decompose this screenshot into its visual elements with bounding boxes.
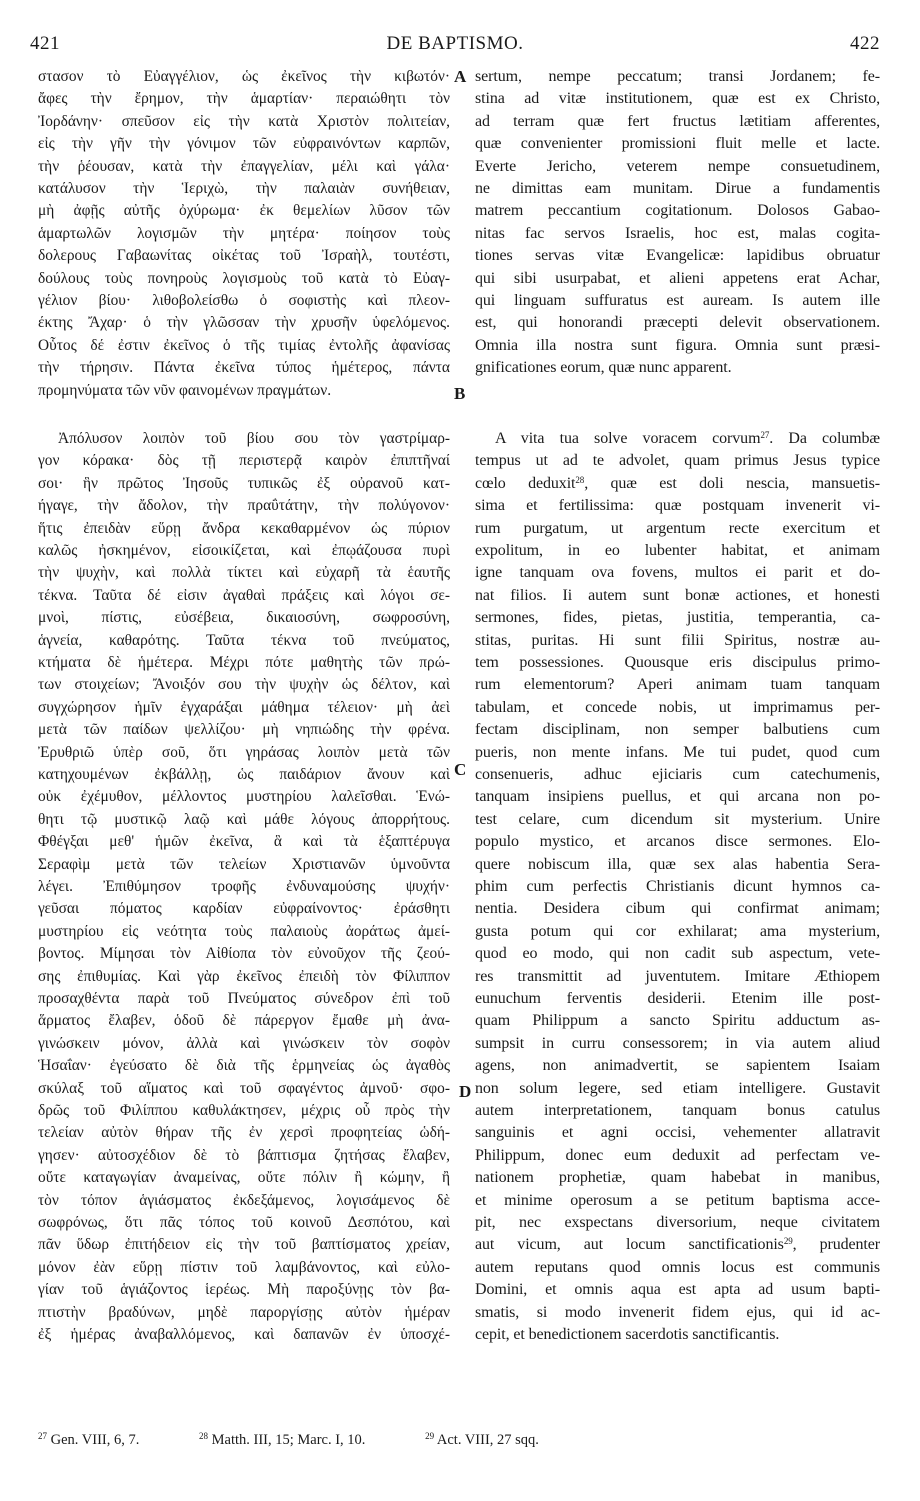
text-line: tiones servas vitæ Evangelicæ: lapidibus obruatur bbox=[475, 247, 880, 265]
text-line bbox=[475, 428, 880, 450]
text-line: ἄφες τὴν ἔρημον, τὴν ἁμαρτίαν· περαιώθητι τὸν bbox=[38, 90, 450, 108]
text-line: τὸν τόπον ἁγιάσματος ἐκδεξάμενος, λογισάμενος δὲ bbox=[38, 1191, 450, 1209]
text-line: quere nobiscum illa, quæ sex alas habentia Sera- bbox=[475, 855, 880, 873]
text-line: igne tanquam ova fovens, multos ei parit et do- bbox=[475, 564, 880, 582]
text-line: μόνον ἐὰν εὕρῃ πίστιν τοῦ λαμβάνοντος, καὶ εὐλο- bbox=[38, 1258, 450, 1276]
text-line: tanquam insipiens puellus, et qui arcana non po- bbox=[475, 788, 880, 806]
text-run: . Da columbæ bbox=[769, 430, 880, 447]
footnote: $^{27}$ Gen. VIII, 6, 7. bbox=[38, 1431, 140, 1448]
text-line: quæ convenienter promissioni fluit melle et lacte. bbox=[475, 135, 880, 153]
text-line: non solum legere, sed etiam intelligere. Gustavit bbox=[475, 1079, 880, 1097]
text-line: συγχώρησον ἡμῖν ἐγχαράξαι μάθημα τέλειον· μὴ ἀεὶ bbox=[38, 698, 450, 716]
text-line: μνοὶ, πίστις, εὐσέβεια, δικαιοσύνη, σωφροσύνη, bbox=[38, 609, 450, 627]
text-line: Everte Jericho, veterem nempe consuetudinem, bbox=[475, 157, 880, 175]
text-line: phim cum perfectis Christianis dicunt hymnos ca- bbox=[475, 878, 880, 895]
footnotes bbox=[38, 1432, 880, 1449]
text-line: κατηχουμένων ἐκβάλλῃ, ὡς παιδάριον ἄνουν καὶ bbox=[38, 766, 450, 783]
text-line: autem interpretationem, tanquam bonus catulus bbox=[475, 1102, 880, 1119]
text-line: Ἐρυθριῶ ὑπὲρ σοῦ, ὅτι γηράσας λοιπὸν μετὰ τῶν bbox=[38, 743, 450, 761]
section-marker-c: C bbox=[454, 760, 467, 779]
text-line: τὴν τήρησιν. Πάντα ἐκεῖνα τύπος ἡμέτερος, πάντα bbox=[38, 359, 450, 377]
text-line: μὴ ἀφῇς αὐτῆς ὀχύρωμα· ἐκ θεμελίων λῦσον τῶν bbox=[38, 202, 450, 220]
text-line: Ἀπόλυσον λοιπὸν τοῦ βίου σου τὸν γαστρίμαρ- bbox=[58, 430, 450, 447]
text-line: των στοιχείων; Ἄνοιξόν σου τὴν ψυχὴν ὡς δέλτον, καὶ bbox=[38, 676, 450, 694]
text-line: σης ἐπιθυμίας. Καὶ γὰρ ἐκεῖνος ἐπειδὴ τὸν Φίλιππον bbox=[38, 967, 450, 985]
text-line: pit, nec exspectans diversorium, neque civitatem bbox=[475, 1214, 880, 1231]
text-line: qui sibi usurpabat, et alieni appetens erat Achar, bbox=[475, 269, 880, 287]
text-line: autem reputans quod omnis locus est communis bbox=[475, 1258, 880, 1276]
text-line: έκτης Ἄχαρ· ὁ τὴν γλῶσσαν τὴν χρυσῆν ὑφελόμενος. bbox=[38, 314, 450, 332]
text-line: μετὰ τῶν παίδων ψελλίζου· μὴ νηπιώδης τὴν φρένα. bbox=[38, 721, 450, 739]
text-line: sermones, fides, pietas, justitia, temperantia, ca- bbox=[475, 609, 880, 627]
text-line: Ἰορδάνην· σπεῦσον εἰς τὴν κατὰ Χριστὸν πολιτείαν, bbox=[38, 112, 450, 130]
footnote-ref: 27 bbox=[760, 430, 770, 440]
section-marker-a: A bbox=[454, 67, 467, 86]
text-line: ἁγνεία, καθαρότης. Ταῦτα τέκνα τοῦ πνεύματος, bbox=[38, 631, 450, 649]
text-run: , prudenter bbox=[792, 1236, 880, 1254]
section-marker-b: B bbox=[454, 384, 466, 403]
text-line: ἁμαρτωλῶν λογισμῶν τὴν μητέρα· ποίησον τοὺς bbox=[38, 224, 450, 242]
latin-column bbox=[475, 66, 880, 1426]
text-line: stina ad vitæ institutionem, quæ est ex Christo, bbox=[475, 90, 880, 108]
text-line: γίαν τοῦ ἁγιάζοντος ἱερέως. Μὴ παροξύνῃς τὸν βα- bbox=[38, 1281, 450, 1299]
text-line: rum purgatum, ut argentum recte exercitum et bbox=[475, 519, 880, 537]
text-line: γεῦσαι πόματος καρδίαν εὐφραίνοντος· ἐράσθητι bbox=[38, 900, 450, 918]
text-line: στασον τὸ Εὐαγγέλιον, ὡς ἐκεῖνος τὴν κιβωτόν· bbox=[38, 68, 450, 85]
text-line: eunuchum ferventis desiderii. Etenim ille post- bbox=[475, 990, 880, 1007]
text-line: δούλους τοὺς πονηροὺς λογισμοὺς τοῦ κατὰ τὸ Εὐαγ- bbox=[38, 269, 450, 287]
text-line: γον κόρακα· δὸς τῇ περιστερᾷ καιρὸν ἐπιπτῆναί bbox=[38, 452, 450, 470]
running-header bbox=[30, 33, 880, 57]
text-line: nationem prophetiæ, quam habebat in manibus, bbox=[475, 1169, 880, 1187]
text-line: agens, non animadvertit, se sapientem Isaiam bbox=[475, 1057, 880, 1075]
text-line: Domini, et omnis aqua est apta ad usum bapti- bbox=[475, 1281, 880, 1299]
text-line: τελείαν αὐτὸν θήραν τῆς ἐν χερσὶ προφητείας ὡδή- bbox=[38, 1124, 450, 1142]
greek-column bbox=[38, 66, 450, 1426]
footnote: $^{28}$ Matth. III, 15; Marc. I, 10. bbox=[198, 1431, 366, 1448]
text-line: test celare, cum dicendum sit mysterium. Unire bbox=[475, 810, 880, 828]
text-line: καλῶς ἠσκημένον, εἰσοικίζεται, καὶ ἐπῳάζουσα πυρὶ bbox=[38, 542, 450, 559]
text-line: οὐκ ἐχέμυθον, μέλλοντος μυστηρίου λαλεῖσθαι. Ἑνώ- bbox=[38, 788, 450, 806]
text-line: ἐξ ἡμέρας ἀναβαλλόμενος, καὶ δαπανῶν ἐν ὑποσχέ- bbox=[38, 1326, 450, 1343]
text-line: expolitum, in eo lubenter habitat, et animam bbox=[475, 542, 880, 559]
text-line: nat filios. Ii autem sunt bonæ actiones, et honesti bbox=[475, 586, 880, 604]
text-line: populo mystico, et arcanos disce sermones. Elo- bbox=[475, 833, 880, 851]
text-line: rum elementorum? Aperi animam tuam tanquam bbox=[475, 676, 880, 694]
text-line: σοι· ἣν πρῶτος Ἰησοῦς τυπικῶς ἐξ οὐρανοῦ κατ- bbox=[38, 474, 450, 492]
text-line: τὴν ψυχὴν, καὶ πολλὰ τίκτει καὶ εὐχαρῆ τὰ ἑαυτῆς bbox=[38, 564, 450, 582]
text-line: pueris, non mente infans. Me tui pudet, quod cum bbox=[475, 743, 880, 761]
text-line: nentia. Desidera cibum qui confirmat animam; bbox=[475, 900, 880, 918]
text-line: δρῶς τοῦ Φιλίππου καθυλάκτησεν, μέχρις οὗ πρὸς τὴν bbox=[38, 1102, 450, 1119]
text-line: Σεραφὶμ μετὰ τῶν τελείων Χριστιανῶν ὑμνοῦντα bbox=[38, 855, 450, 873]
text-line: sumpsit in curru consessorem; in via autem aliud bbox=[475, 1034, 880, 1052]
footnote-ref: 29 bbox=[783, 1236, 793, 1247]
text-line: Ἡσαΐαν· ἐγεύσατο δὲ διὰ τῆς ἑρμηνείας ὡς ἀγαθὸς bbox=[38, 1057, 450, 1075]
text-line: προσαχθέντα παρὰ τοῦ Πνεύματος σύνεδρον ἐπὶ τοῦ bbox=[38, 990, 450, 1007]
text-line: δολερους Γαβαωνίτας οἰκέτας τοῦ Ἰσραὴλ, τουτέστι, bbox=[38, 247, 450, 265]
text-line: est, qui honorandi præcepti delevit observationem. bbox=[475, 314, 880, 332]
text-line bbox=[475, 473, 880, 495]
text-line: et minime operosum a se petitum baptisma acce- bbox=[475, 1191, 880, 1209]
page-number-left: 421 bbox=[30, 33, 60, 54]
text-line: sima et fertilissima: quæ postquam invenerit vi- bbox=[475, 497, 880, 515]
text-line: matrem peccantium cogitationum. Dolosos Gabao- bbox=[475, 202, 880, 220]
text-line: tabulam, et concede nobis, ut imprimamus per- bbox=[475, 698, 880, 716]
text-line: gnificationes eorum, quæ nunc apparent. bbox=[475, 359, 732, 377]
text-line: sertum, nempe peccatum; transi Jordanem; fe- bbox=[475, 68, 880, 85]
text-run: cœlo deduxit bbox=[475, 474, 576, 492]
text-line: σκύλαξ τοῦ αἵματος καὶ τοῦ σφαγέντος ἀμνοῦ· σφο- bbox=[38, 1079, 450, 1097]
text-line: smatis, si modo invenerit fidem ejus, qui id ac- bbox=[475, 1303, 880, 1321]
text-line: βοντος. Μίμησαι τὸν Αἰθίοπα τὸν εὐνοῦχον τῆς ζεού- bbox=[38, 945, 450, 963]
section-marker-d: D bbox=[459, 1082, 472, 1101]
text-line: πτιστὴν βραδύνων, μηδὲ παροργίσῃς αὐτὸν ἡμέραν bbox=[38, 1303, 450, 1321]
text-line: τὴν ῥέουσαν, κατὰ τὴν ἐπαγγελίαν, μέλι καὶ γάλα· bbox=[38, 157, 450, 175]
footnote-ref: 28 bbox=[575, 474, 585, 485]
text-line: οὔτε καταγωγίαν ἀναμείνας, οὔτε πόλιν ἢ κώμην, ἢ bbox=[38, 1169, 450, 1187]
text-line: res transmittit ad juventutem. Imitare Æthiopem bbox=[475, 967, 880, 985]
footnote: $^{29}$ Act. VIII, 27 sqq. bbox=[425, 1431, 539, 1448]
text-line: προμηνύματα τῶν νῦν φαινομένων πραγμάτων. bbox=[38, 381, 332, 399]
text-line: γινώσκειν μόνον, ἀλλὰ καὶ γινώσκειν τὸν σοφὸν bbox=[38, 1034, 450, 1052]
text-line: θητι τῷ μυστικῷ λαῷ καὶ μάθε λόγους ἀπορρήτους. bbox=[38, 810, 450, 828]
text-line: sanguinis et agni occisi, vehementer allatravit bbox=[475, 1124, 880, 1142]
text-line: μυστηρίου εἰς νεότητα τοὺς παλαιοὺς ἀοράτως ἀμεί- bbox=[38, 922, 450, 940]
text-line: ne dimittas eam munitam. Dirue a fundamentis bbox=[475, 180, 880, 197]
text-line: fectam disciplinam, non semper balbutiens cum bbox=[475, 721, 880, 739]
text-line: quod eo modo, qui non cadit sub aspectum, vete- bbox=[475, 945, 880, 963]
text-line bbox=[475, 1234, 880, 1256]
text-line: consenueris, adhuc ejiciaris cum catechumenis, bbox=[475, 766, 880, 783]
running-title: DE BAPTISMO. bbox=[386, 33, 524, 54]
text-line: ἥτις ἐπειδὰν εὕρῃ ἄνδρα κεκαθαρμένον ὡς πύριον bbox=[38, 519, 450, 537]
text-line: nitas fac servos Israelis, hoc est, malas cogita- bbox=[475, 224, 880, 242]
text-line: Φθέγξαι μεθ' ἡμῶν ἐκεῖνα, ἃ καὶ τὰ ἑξαπτέρυγα bbox=[38, 833, 450, 851]
text-line: qui linguam suffuratus est auream. Is autem ille bbox=[475, 292, 880, 309]
text-line: γησεν· αὐτοσχέδιον δὲ τὸ βάπτισμα ζητήσας ἔλαβεν, bbox=[38, 1146, 450, 1164]
page-number-right: 422 bbox=[850, 33, 880, 54]
text-line: tempus ut ad te advolet, quam primus Jesus typice bbox=[475, 452, 880, 470]
text-line: γέλιον βίου· λιθοβολείσθω ὁ σοφιστὴς καὶ πλεον- bbox=[38, 292, 450, 309]
text-line: κατάλυσον τὴν Ἱεριχὼ, τὴν παλαιὰν συνήθειαν, bbox=[38, 180, 450, 197]
text-run: aut vicum, aut locum sanctificationis bbox=[475, 1236, 784, 1254]
text-line: tem possessiones. Quousque eris discipulus primo- bbox=[475, 654, 880, 671]
text-line: ήγαγε, τὴν ἄδολον, τὴν πραΰτάτην, τὴν πολύγονον· bbox=[38, 497, 450, 515]
text-run: A vita tua solve voracem corvum bbox=[495, 430, 761, 447]
text-line: κτήματα δὲ ἡμέτερα. Μέχρι πότε μαθητὴς τῶν πρώ- bbox=[38, 654, 450, 671]
text-line: ἅρματος ἔλαβεν, ὁδοῦ δὲ πάρεργον ἔμαθε μὴ ἀνα- bbox=[38, 1012, 450, 1030]
text-line: τέκνα. Ταῦτα δέ εἰσιν ἀγαθαὶ πράξεις καὶ λόγοι σε- bbox=[38, 586, 450, 604]
text-line: εἰς τὴν γῆν τὴν γόνιμον τῶν εὐφραινόντων καρπῶν, bbox=[38, 135, 450, 153]
text-line: quam Philippum a sancto Spiritu adductum as- bbox=[475, 1012, 880, 1030]
text-line: stitas, puritas. Hi sunt filii Spiritus, nostræ au- bbox=[475, 631, 880, 649]
text-line: gusta potum qui cor exhilarat; ama mysterium, bbox=[475, 922, 880, 940]
text-line: cepit, et benedictionem sacerdotis sanctificantis. bbox=[475, 1326, 780, 1343]
text-line: σωφρόνως, ὅτι πᾶς τόπος τοῦ κοινοῦ Δεσπότου, καὶ bbox=[38, 1214, 450, 1231]
text-line: ad terram quæ fert fructus lætitiam afferentes, bbox=[475, 112, 880, 130]
text-line: λέγει. Ἐπιθύμησον τροφῆς ἐνδυναμούσης ψυχήν· bbox=[38, 878, 450, 895]
text-line: πᾶν ὕδωρ ἐπιτήδειον εἰς τὴν τοῦ βαπτίσματος χρείαν, bbox=[38, 1236, 450, 1254]
text-line: Philippum, donec eum deduxit ad perfectam ve- bbox=[475, 1146, 880, 1164]
text-run: , quæ est doli nescia, mansuetis- bbox=[584, 474, 880, 492]
text-line: Omnia illa nostra sunt figura. Omnia sunt præsi- bbox=[475, 336, 880, 354]
text-line: Οὗτος δέ ἐστιν ἐκεῖνος ὁ τῆς τιμίας ἐντολῆς ἀφανίσας bbox=[38, 336, 450, 354]
